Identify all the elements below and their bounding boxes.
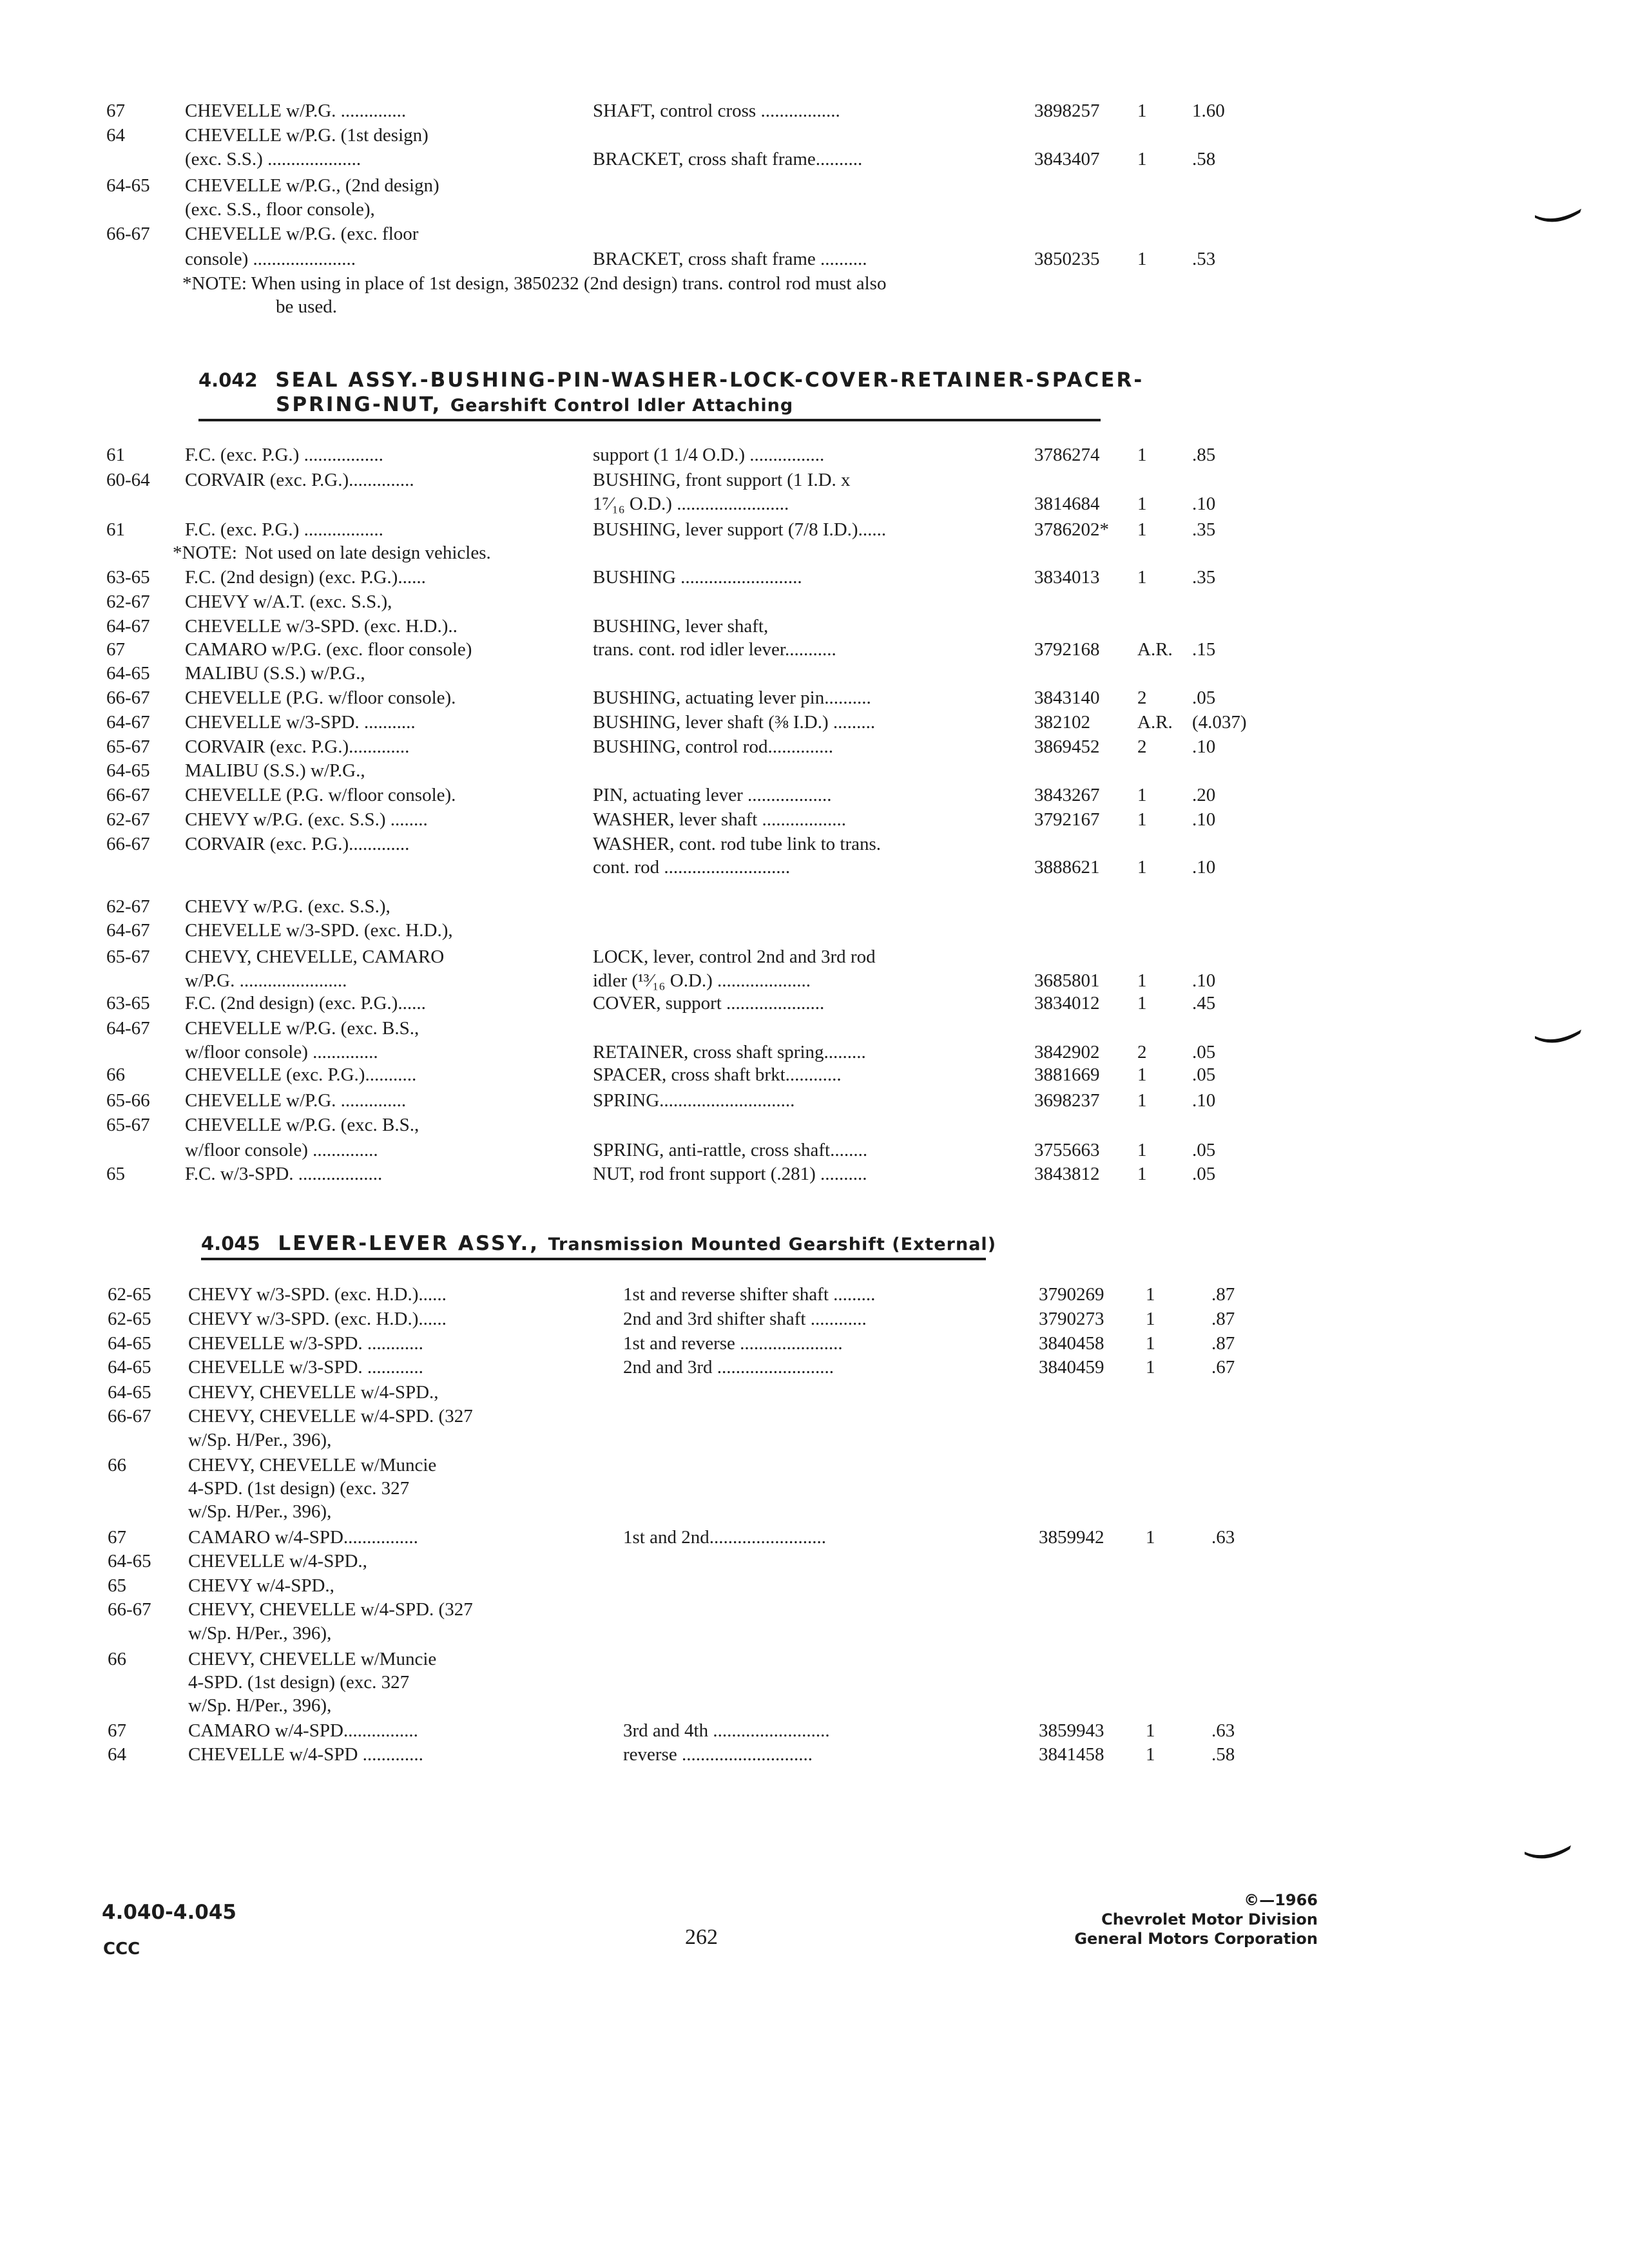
division-line: Chevrolet Motor Division <box>1101 1910 1318 1928</box>
table-row <box>0 831 1629 857</box>
table-row <box>0 146 1629 172</box>
quantity-cell: 1 <box>1146 1309 1155 1329</box>
model-cell: (exc. S.S.) .................... <box>185 149 361 169</box>
year-cell: 66 <box>108 1455 126 1475</box>
table-row <box>0 660 1629 686</box>
quantity-cell: 2 <box>1137 1042 1147 1062</box>
model-cell: CHEVELLE (P.G. w/floor console). <box>185 687 456 708</box>
table-row <box>0 1088 1629 1113</box>
section-header-4-042 <box>198 369 1144 392</box>
model-cell: CAMARO w/P.G. (exc. floor console) <box>185 639 472 660</box>
year-cell: 66 <box>108 1649 126 1669</box>
price-cell: .35 <box>1192 519 1216 540</box>
year-cell: 61 <box>106 445 125 465</box>
price-cell: .53 <box>1192 249 1216 269</box>
part-number-cell: 3843267 <box>1034 785 1100 805</box>
year-cell: 65 <box>106 1164 125 1184</box>
note-line <box>0 271 1629 296</box>
table-row <box>0 1331 1629 1356</box>
year-cell: 65-67 <box>106 947 150 967</box>
part-number-cell: 3841458 <box>1039 1744 1104 1765</box>
part-number-cell: 3840458 <box>1039 1333 1104 1354</box>
description-cell: 1st and 2nd......................... <box>623 1527 826 1548</box>
year-cell: 67 <box>108 1720 126 1741</box>
quantity-cell: 1 <box>1146 1527 1155 1548</box>
table-row <box>0 1499 1629 1524</box>
note-text: Not used on late design vehicles. <box>245 543 491 563</box>
table-row <box>0 1524 1629 1550</box>
model-cell: CHEVELLE (P.G. w/floor console). <box>185 785 456 805</box>
part-number-cell: 3843812 <box>1034 1164 1100 1184</box>
section-underline <box>201 1258 986 1260</box>
price-cell: .10 <box>1192 809 1216 830</box>
quantity-cell: 1 <box>1146 1333 1155 1354</box>
price-cell: .05 <box>1192 687 1216 708</box>
table-row <box>0 173 1629 198</box>
table-row <box>0 491 1629 517</box>
quantity-cell: 1 <box>1137 857 1147 878</box>
description-cell: BRACKET, cross shaft frame.......... <box>593 149 863 169</box>
footer-section-range: 4.040-4.045 <box>102 1901 236 1924</box>
description-cell: idler (¹³⁄₁₆ O.D.) .................... <box>593 970 811 991</box>
year-cell: 64-65 <box>108 1551 151 1571</box>
year-cell: 66-67 <box>108 1599 151 1620</box>
table-row <box>0 1669 1629 1695</box>
price-cell: .63 <box>1211 1720 1235 1741</box>
year-cell: 66-67 <box>106 785 150 805</box>
model-cell: CHEVELLE w/4-SPD ............. <box>188 1744 423 1765</box>
model-cell: CHEVELLE w/P.G. .............. <box>185 101 407 121</box>
section-header-line-2 <box>276 393 793 416</box>
table-row <box>0 122 1629 148</box>
model-cell: CHEVELLE w/P.G. (exc. B.S., <box>185 1115 419 1135</box>
part-number-cell: 3840459 <box>1039 1357 1104 1378</box>
model-cell: w/Sp. H/Per., 396), <box>188 1623 332 1644</box>
section-header-4-045 <box>201 1232 996 1255</box>
model-cell: w/floor console) .............. <box>185 1140 378 1160</box>
table-row <box>0 1620 1629 1646</box>
table-row <box>0 685 1629 711</box>
quantity-cell: 1 <box>1137 519 1147 540</box>
year-cell: 67 <box>106 639 125 660</box>
year-cell: 66-67 <box>106 687 150 708</box>
binder-mark-icon <box>1532 205 1584 227</box>
part-number-cell: 3881669 <box>1034 1064 1100 1085</box>
footer-copyright-block <box>986 1890 1318 1948</box>
table-row <box>0 246 1629 272</box>
description-cell: BUSHING, lever support (7/8 I.D.)...... <box>593 519 887 540</box>
price-cell: .05 <box>1192 1042 1216 1062</box>
table-row <box>0 1403 1629 1429</box>
description-cell: LOCK, lever, control 2nd and 3rd rod <box>593 947 876 967</box>
model-cell: (exc. S.S., floor console), <box>185 199 375 220</box>
quantity-cell: A.R. <box>1137 639 1173 660</box>
price-cell: .10 <box>1192 736 1216 757</box>
page-number: 262 <box>685 1925 718 1949</box>
year-cell: 62-67 <box>106 896 150 917</box>
part-number-cell: 3790269 <box>1039 1284 1104 1305</box>
part-number-cell: 3843407 <box>1034 149 1100 169</box>
table-row <box>0 1646 1629 1672</box>
quantity-cell: 1 <box>1137 567 1147 588</box>
price-cell: .05 <box>1192 1064 1216 1085</box>
year-cell: 64 <box>108 1744 126 1765</box>
price-cell: .10 <box>1192 1090 1216 1111</box>
year-cell: 66 <box>106 1064 125 1085</box>
year-cell: 67 <box>106 101 125 121</box>
part-number-cell: 3814684 <box>1034 494 1100 514</box>
description-cell: BUSHING .......................... <box>593 567 802 588</box>
model-cell: CHEVY w/A.T. (exc. S.S.), <box>185 591 392 612</box>
part-number-cell: 3898257 <box>1034 101 1100 121</box>
part-number-cell: 3842902 <box>1034 1042 1100 1062</box>
description-cell: 1⁷⁄₁₆ O.D.) ........................ <box>593 494 789 514</box>
year-cell: 60-64 <box>106 470 150 490</box>
quantity-cell: 1 <box>1137 809 1147 830</box>
table-row <box>0 1742 1629 1767</box>
quantity-cell: 1 <box>1146 1284 1155 1305</box>
note-text: be used. <box>276 296 338 317</box>
year-cell: 64-67 <box>106 1018 150 1039</box>
price-cell: .05 <box>1192 1164 1216 1184</box>
table-row <box>0 1137 1629 1163</box>
table-row <box>0 221 1629 247</box>
price-cell: .87 <box>1211 1333 1235 1354</box>
description-cell: 3rd and 4th ......................... <box>623 1720 830 1741</box>
note-line <box>0 294 1629 320</box>
model-cell: CHEVELLE w/3-SPD. ............ <box>188 1357 423 1378</box>
year-cell: 62-67 <box>106 591 150 612</box>
table-row <box>0 1112 1629 1138</box>
table-row <box>0 1039 1629 1065</box>
section-title: SEAL ASSY.-BUSHING-PIN-WASHER-LOCK-COVER-RETAINER-SPACER- <box>275 369 1144 392</box>
model-cell: CHEVELLE w/P.G. (exc. B.S., <box>185 1018 419 1039</box>
year-cell: 64-65 <box>108 1357 151 1378</box>
table-row <box>0 1452 1629 1478</box>
quantity-cell: 1 <box>1137 1164 1147 1184</box>
binder-mark-icon <box>1532 1026 1584 1048</box>
model-cell: CHEVELLE w/3-SPD. (exc. H.D.).. <box>185 616 458 637</box>
footer-code: CCC <box>103 1939 140 1959</box>
year-cell: 65-67 <box>106 1115 150 1135</box>
part-number-cell: 382102 <box>1034 712 1090 733</box>
model-cell: CHEVELLE (exc. P.G.)........... <box>185 1064 417 1085</box>
price-cell: (4.037) <box>1192 712 1247 733</box>
section-underline <box>198 419 1101 421</box>
table-row <box>0 1282 1629 1307</box>
quantity-cell: 1 <box>1137 101 1147 121</box>
part-number-cell: 3859942 <box>1039 1527 1104 1548</box>
quantity-cell: 2 <box>1137 736 1147 757</box>
description-cell: NUT, rod front support (.281) .......... <box>593 1164 867 1184</box>
table-row <box>0 1015 1629 1041</box>
table-row <box>0 758 1629 783</box>
table-row <box>0 709 1629 735</box>
model-cell: CHEVY w/P.G. (exc. S.S.) ........ <box>185 809 428 830</box>
quantity-cell: 1 <box>1137 149 1147 169</box>
description-cell: 2nd and 3rd ......................... <box>623 1357 834 1378</box>
year-cell: 62-67 <box>106 809 150 830</box>
price-cell: .58 <box>1192 149 1216 169</box>
year-cell: 61 <box>106 519 125 540</box>
note-label: *NOTE: <box>173 543 237 563</box>
price-cell: .87 <box>1211 1309 1235 1329</box>
quantity-cell: A.R. <box>1137 712 1173 733</box>
year-cell: 66-67 <box>108 1406 151 1427</box>
price-cell: .85 <box>1192 445 1216 465</box>
quantity-cell: 1 <box>1137 1140 1147 1160</box>
year-cell: 65 <box>108 1575 126 1596</box>
section-subtitle: Gearshift Control Idler Attaching <box>450 396 794 416</box>
part-number-cell: 3786274 <box>1034 445 1100 465</box>
model-cell: CHEVELLE w/P.G., (2nd design) <box>185 175 439 196</box>
description-cell: SPRING, anti-rattle, cross shaft........ <box>593 1140 868 1160</box>
description-cell: 1st and reverse ...................... <box>623 1333 843 1354</box>
model-cell: CHEVY, CHEVELLE w/Muncie <box>188 1455 437 1475</box>
note-line <box>0 540 1629 566</box>
model-cell: w/Sp. H/Per., 396), <box>188 1695 332 1716</box>
model-cell: CHEVELLE w/P.G. (exc. floor <box>185 224 419 244</box>
part-number-cell: 3843140 <box>1034 687 1100 708</box>
table-row <box>0 807 1629 832</box>
model-cell: CHEVELLE w/3-SPD. ............ <box>188 1333 423 1354</box>
table-row <box>0 1427 1629 1453</box>
year-cell: 63-65 <box>106 567 150 588</box>
table-row <box>0 564 1629 590</box>
year-cell: 65-67 <box>106 736 150 757</box>
quantity-cell: 1 <box>1137 1090 1147 1111</box>
table-row <box>0 1161 1629 1187</box>
price-cell: .10 <box>1192 494 1216 514</box>
year-cell: 64-65 <box>106 760 150 781</box>
year-cell: 64 <box>106 125 125 146</box>
year-cell: 62-65 <box>108 1284 151 1305</box>
model-cell: CORVAIR (exc. P.G.)............. <box>185 736 410 757</box>
table-row <box>0 734 1629 760</box>
description-cell: BRACKET, cross shaft frame .......... <box>593 249 867 269</box>
year-cell: 65-66 <box>106 1090 150 1111</box>
model-cell: F.C. (2nd design) (exc. P.G.)...... <box>185 567 426 588</box>
price-cell: .35 <box>1192 567 1216 588</box>
description-cell: WASHER, cont. rod tube link to trans. <box>593 834 882 854</box>
quantity-cell: 1 <box>1137 445 1147 465</box>
table-row <box>0 442 1629 468</box>
quantity-cell: 1 <box>1146 1744 1155 1765</box>
year-cell: 64-65 <box>106 175 150 196</box>
description-cell: BUSHING, lever shaft, <box>593 616 769 637</box>
price-cell: .15 <box>1192 639 1216 660</box>
model-cell: 4-SPD. (1st design) (exc. 327 <box>188 1478 410 1499</box>
description-cell: BUSHING, lever shaft (⅜ I.D.) ......... <box>593 712 876 733</box>
year-cell: 64-65 <box>106 663 150 684</box>
description-cell: 2nd and 3rd shifter shaft ............ <box>623 1309 867 1329</box>
model-cell: CAMARO w/4-SPD................ <box>188 1527 418 1548</box>
model-cell: CHEVELLE w/4-SPD., <box>188 1551 367 1571</box>
model-cell: CHEVY, CHEVELLE w/Muncie <box>188 1649 437 1669</box>
table-row <box>0 1548 1629 1574</box>
price-cell: .05 <box>1192 1140 1216 1160</box>
description-cell: PIN, actuating lever .................. <box>593 785 832 805</box>
table-row <box>0 944 1629 970</box>
section-number: 4.045 <box>201 1233 260 1254</box>
quantity-cell: 1 <box>1137 970 1147 991</box>
model-cell: CHEVY w/4-SPD., <box>188 1575 334 1596</box>
year-cell: 64-67 <box>106 712 150 733</box>
description-cell: support (1 1/4 O.D.) ................ <box>593 445 825 465</box>
year-cell: 67 <box>108 1527 126 1548</box>
table-row <box>0 990 1629 1016</box>
description-cell: BUSHING, front support (1 I.D. x <box>593 470 851 490</box>
quantity-cell: 1 <box>1137 1064 1147 1085</box>
model-cell: CHEVY, CHEVELLE w/4-SPD. (327 <box>188 1599 473 1620</box>
part-number-cell: 3850235 <box>1034 249 1100 269</box>
model-cell: CHEVY, CHEVELLE w/4-SPD., <box>188 1382 439 1403</box>
description-cell: reverse ............................ <box>623 1744 813 1765</box>
table-row <box>0 894 1629 919</box>
model-cell: w/floor console) .............. <box>185 1042 378 1062</box>
description-cell: BUSHING, actuating lever pin.......... <box>593 687 871 708</box>
quantity-cell: 1 <box>1137 494 1147 514</box>
description-cell: SPACER, cross shaft brkt............ <box>593 1064 842 1085</box>
model-cell: F.C. (2nd design) (exc. P.G.)...... <box>185 993 426 1014</box>
price-cell: .45 <box>1192 993 1216 1014</box>
part-number-cell: 3792168 <box>1034 639 1100 660</box>
quantity-cell: 1 <box>1137 249 1147 269</box>
part-number-cell: 3790273 <box>1039 1309 1104 1329</box>
description-cell: COVER, support ..................... <box>593 993 825 1014</box>
model-cell: MALIBU (S.S.) w/P.G., <box>185 760 365 781</box>
model-cell: MALIBU (S.S.) w/P.G., <box>185 663 365 684</box>
model-cell: CAMARO w/4-SPD................ <box>188 1720 418 1741</box>
binder-mark-icon <box>1522 1841 1574 1863</box>
part-number-cell: 3786202* <box>1034 519 1109 540</box>
quantity-cell: 1 <box>1137 993 1147 1014</box>
description-cell: WASHER, lever shaft .................. <box>593 809 847 830</box>
part-number-cell: 3755663 <box>1034 1140 1100 1160</box>
model-cell: CORVAIR (exc. P.G.).............. <box>185 470 414 490</box>
year-cell: 64-67 <box>106 920 150 941</box>
year-cell: 64-67 <box>106 616 150 637</box>
model-cell: CHEVY, CHEVELLE, CAMARO <box>185 947 445 967</box>
copyright-line: ©—1966 <box>1244 1891 1318 1909</box>
table-row <box>0 517 1629 543</box>
table-row <box>0 1354 1629 1380</box>
year-cell: 66-67 <box>106 834 150 854</box>
table-row <box>0 637 1629 662</box>
table-row <box>0 854 1629 880</box>
model-cell: F.C. (exc. P.G.) ................. <box>185 445 383 465</box>
quantity-cell: 2 <box>1137 687 1147 708</box>
year-cell: 64-65 <box>108 1333 151 1354</box>
part-number-cell: 3869452 <box>1034 736 1100 757</box>
price-cell: .10 <box>1192 857 1216 878</box>
price-cell: .63 <box>1211 1527 1235 1548</box>
table-row <box>0 782 1629 808</box>
model-cell: w/P.G. ....................... <box>185 970 347 991</box>
price-cell: .67 <box>1211 1357 1235 1378</box>
model-cell: 4-SPD. (1st design) (exc. 327 <box>188 1672 410 1693</box>
corporation-line: General Motors Corporation <box>1074 1930 1318 1948</box>
table-row <box>0 98 1629 124</box>
table-row <box>0 1475 1629 1501</box>
price-cell: .10 <box>1192 970 1216 991</box>
model-cell: F.C. w/3-SPD. .................. <box>185 1164 383 1184</box>
model-cell: w/Sp. H/Per., 396), <box>188 1501 332 1522</box>
model-cell: CHEVELLE w/3-SPD. ........... <box>185 712 416 733</box>
model-cell: CHEVY w/3-SPD. (exc. H.D.)...... <box>188 1284 447 1305</box>
price-cell: .20 <box>1192 785 1216 805</box>
section-title: LEVER-LEVER ASSY., <box>278 1232 540 1255</box>
table-row <box>0 918 1629 943</box>
year-cell: 62-65 <box>108 1309 151 1329</box>
description-cell: trans. cont. rod idler lever........... <box>593 639 836 660</box>
model-cell: CHEVELLE w/P.G. .............. <box>185 1090 407 1111</box>
part-number-cell: 3859943 <box>1039 1720 1104 1741</box>
section-subtitle: Transmission Mounted Gearshift (External) <box>548 1235 997 1254</box>
description-cell: 1st and reverse shifter shaft ......... <box>623 1284 876 1305</box>
price-cell: 1.60 <box>1192 101 1225 121</box>
table-row <box>0 197 1629 222</box>
model-cell: CORVAIR (exc. P.G.)............. <box>185 834 410 854</box>
part-number-cell: 3792167 <box>1034 809 1100 830</box>
year-cell: 63-65 <box>106 993 150 1014</box>
section-number: 4.042 <box>198 369 258 391</box>
table-row <box>0 1693 1629 1718</box>
part-number-cell: 3685801 <box>1034 970 1100 991</box>
price-cell: .87 <box>1211 1284 1235 1305</box>
table-row <box>0 467 1629 493</box>
model-cell: CHEVELLE w/P.G. (1st design) <box>185 125 429 146</box>
table-row <box>0 1306 1629 1332</box>
model-cell: CHEVY w/P.G. (exc. S.S.), <box>185 896 390 917</box>
quantity-cell: 1 <box>1146 1357 1155 1378</box>
part-number-cell: 3698237 <box>1034 1090 1100 1111</box>
table-row <box>0 589 1629 615</box>
model-cell: console) ...................... <box>185 249 356 269</box>
description-cell: BUSHING, control rod.............. <box>593 736 833 757</box>
table-row <box>0 968 1629 994</box>
description-cell: SHAFT, control cross ................. <box>593 101 840 121</box>
part-number-cell: 3888621 <box>1034 857 1100 878</box>
quantity-cell: 1 <box>1137 785 1147 805</box>
model-cell: w/Sp. H/Per., 396), <box>188 1430 332 1450</box>
part-number-cell: 3834012 <box>1034 993 1100 1014</box>
table-row <box>0 1062 1629 1088</box>
quantity-cell: 1 <box>1146 1720 1155 1741</box>
description-cell: SPRING............................. <box>593 1090 795 1111</box>
year-cell: 66-67 <box>106 224 150 244</box>
model-cell: CHEVY w/3-SPD. (exc. H.D.)...... <box>188 1309 447 1329</box>
description-cell: cont. rod ........................... <box>593 857 791 878</box>
part-number-cell: 3834013 <box>1034 567 1100 588</box>
year-cell: 64-65 <box>108 1382 151 1403</box>
model-cell: F.C. (exc. P.G.) ................. <box>185 519 383 540</box>
table-row <box>0 1379 1629 1405</box>
model-cell: CHEVY, CHEVELLE w/4-SPD. (327 <box>188 1406 473 1427</box>
table-row <box>0 613 1629 639</box>
model-cell: CHEVELLE w/3-SPD. (exc. H.D.), <box>185 920 453 941</box>
section-title-continued: SPRING-NUT, <box>276 393 442 416</box>
note-text: *NOTE: When using in place of 1st design, 3850232 (2nd design) trans. control rod must also <box>182 273 887 294</box>
description-cell: RETAINER, cross shaft spring......... <box>593 1042 866 1062</box>
table-row <box>0 1573 1629 1599</box>
table-row <box>0 1718 1629 1744</box>
table-row <box>0 1597 1629 1622</box>
price-cell: .58 <box>1211 1744 1235 1765</box>
